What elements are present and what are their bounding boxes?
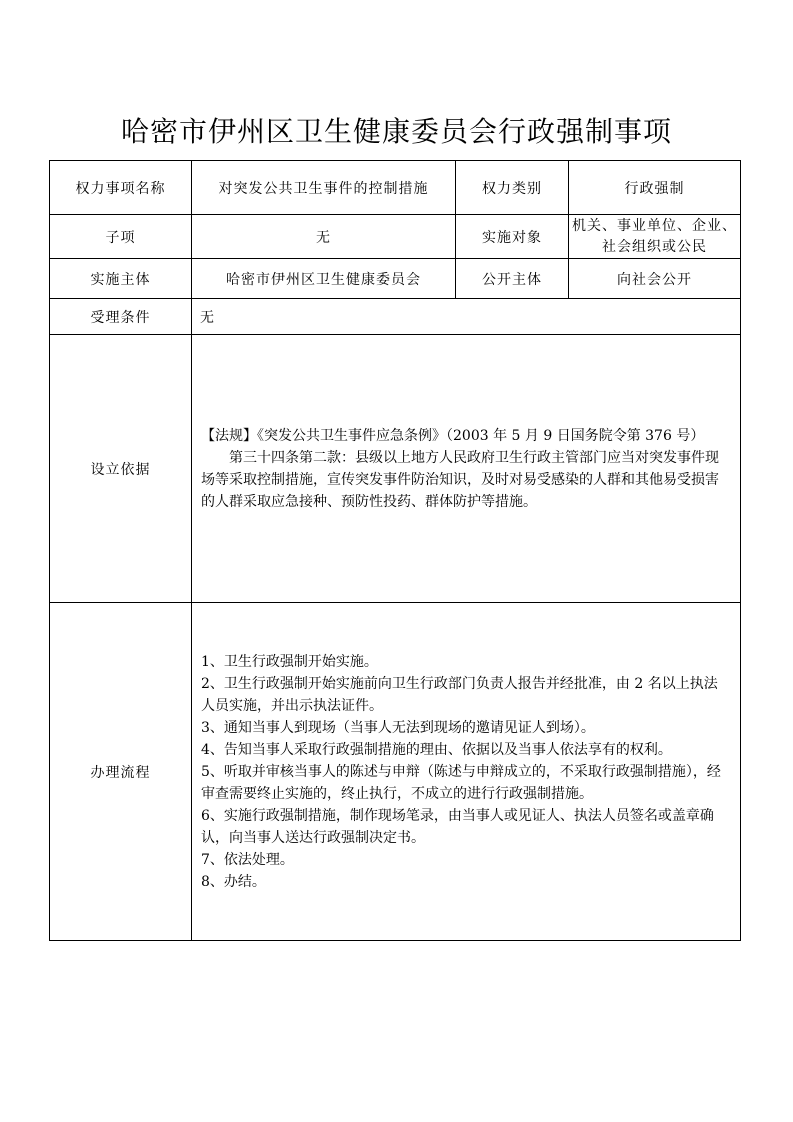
label-subitem: 子项 [50, 215, 192, 259]
basis-law: 【法规】《突发公共卫生事件应急条例》（2003 年 5 月 9 日国务院令第 376 号） [201, 427, 705, 444]
process-step: 2、卫生行政强制开始实施前向卫生行政部门负责人报告并经批准，由 2 名以上执法人员实施，并出示执法证件。 [201, 675, 718, 714]
label-public-subject: 公开主体 [456, 259, 569, 299]
label-subject: 实施主体 [50, 259, 192, 299]
value-public-subject: 向社会公开 [569, 259, 741, 299]
process-step: 3、通知当事人到现场（当事人无法到现场的邀请见证人到场）。 [201, 719, 595, 736]
row-basis [50, 335, 741, 603]
label-basis: 设立依据 [50, 335, 192, 603]
label-power-category: 权力类别 [456, 161, 569, 215]
process-step: 4、告知当事人采取行政强制措施的理由、依据以及当事人依法享有的权利。 [201, 741, 672, 758]
value-target-line1: 机关、事业单位、企业、 [572, 217, 737, 234]
value-subject: 哈密市伊州区卫生健康委员会 [192, 259, 456, 299]
value-acceptance: 无 [192, 299, 741, 335]
value-process [192, 603, 741, 941]
value-target-line2: 社会组织或公民 [602, 238, 707, 255]
row-item-name [50, 161, 741, 215]
label-item-name: 权力事项名称 [50, 161, 192, 215]
row-subitem [50, 215, 741, 259]
value-target [569, 215, 741, 259]
value-subitem: 无 [192, 215, 456, 259]
basis-article: 第三十四条第二款：县级以上地方人民政府卫生行政主管部门应当对突发事件现场等采取控制措施，宣传突发事件防治知识，及时对易受感染的人群和其他易受损害的人群采取应急接种、预防性投药、群体防护等措施。 [201, 449, 719, 510]
process-step: 7、依法处理。 [201, 851, 294, 868]
value-power-category: 行政强制 [569, 161, 741, 215]
label-process: 办理流程 [50, 603, 192, 941]
label-target: 实施对象 [456, 215, 569, 259]
label-acceptance: 受理条件 [50, 299, 192, 335]
process-step: 5、听取并审核当事人的陈述与申辩（陈述与申辩成立的，不采取行政强制措施），经审查需要终止实施的，终止执行，不成立的进行行政强制措施。 [201, 763, 721, 802]
row-acceptance [50, 299, 741, 335]
row-subject [50, 259, 741, 299]
row-process [50, 603, 741, 941]
enforcement-table [49, 160, 741, 941]
value-item-name: 对突发公共卫生事件的控制措施 [192, 161, 456, 215]
process-step: 8、办结。 [201, 873, 266, 890]
process-step: 6、实施行政强制措施，制作现场笔录，由当事人或见证人、执法人员签名或盖章确认，向当事人送达行政强制决定书。 [201, 807, 714, 846]
page-title: 哈密市伊州区卫生健康委员会行政强制事项 [120, 115, 672, 148]
value-basis [192, 335, 741, 603]
process-step: 1、卫生行政强制开始实施。 [201, 653, 378, 670]
